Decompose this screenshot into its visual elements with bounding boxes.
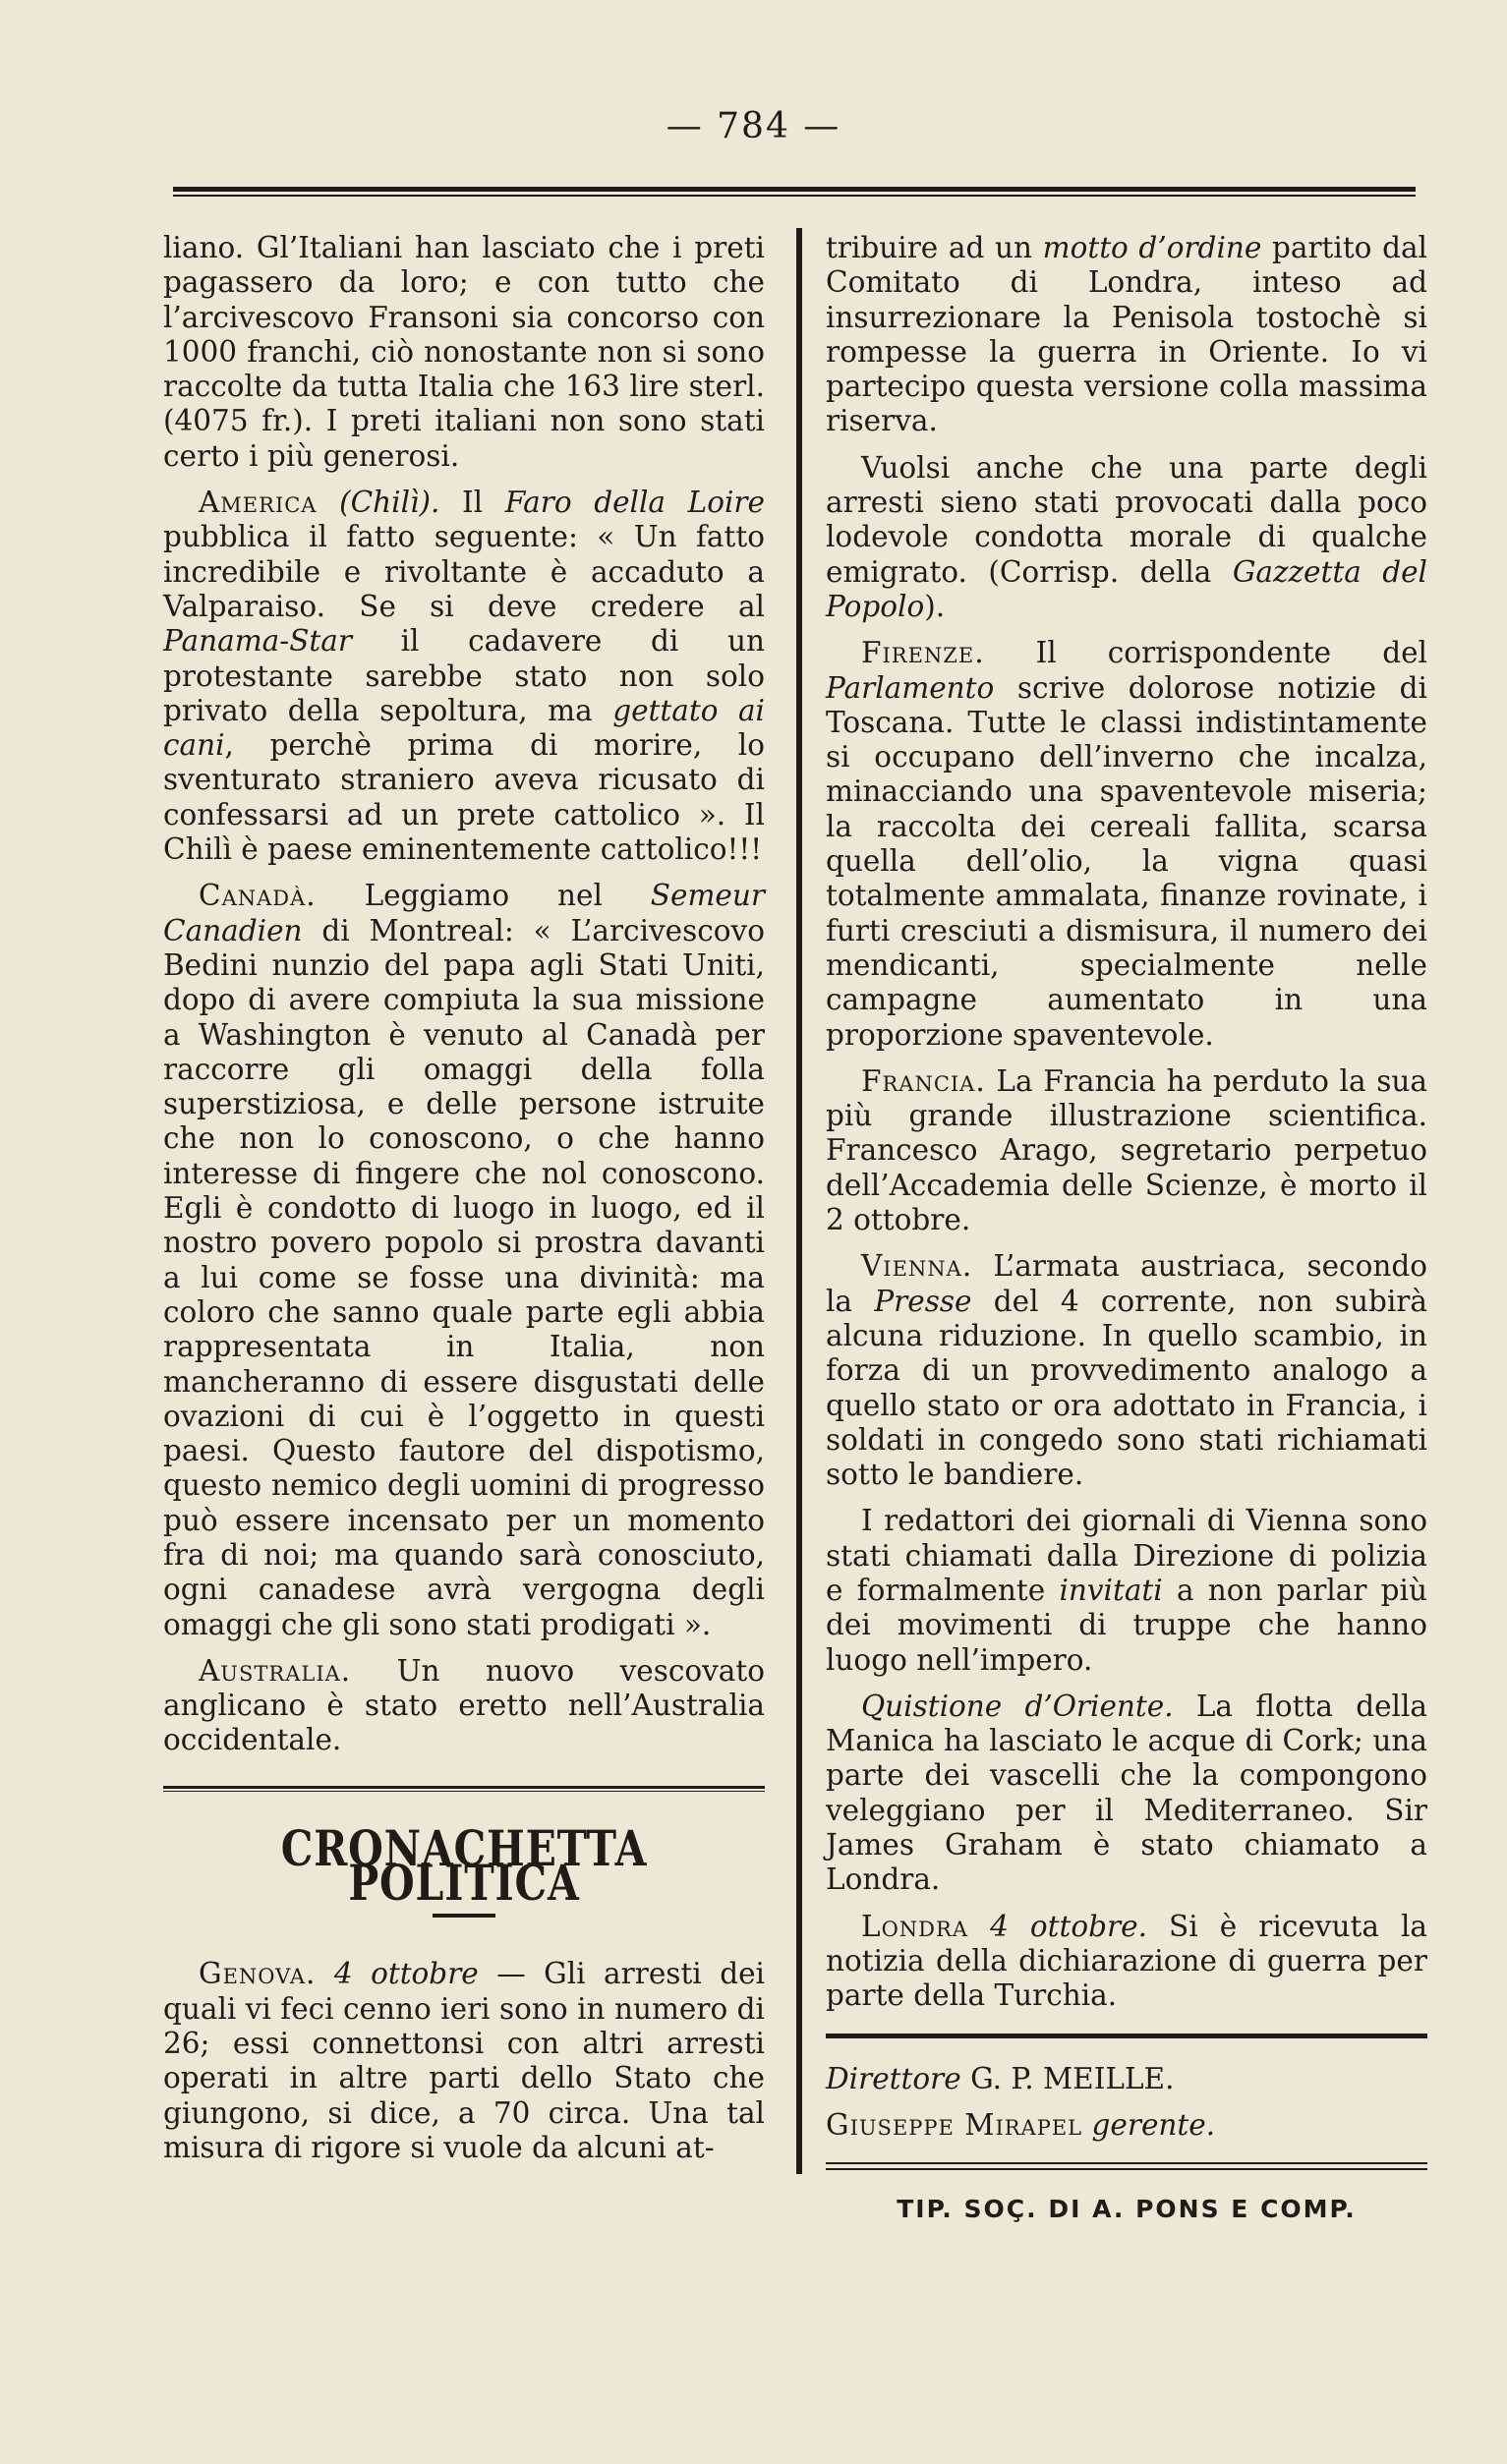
article-text: — Gli arresti dei quali vi feci cenno ieri sono in numero di 26; essi connettonsi con altri arresti operati in altre parti dello Stato che giungono, si dice, a 70 circa. Una tal misura di rigore si vuole da alcuni at- bbox=[163, 1957, 765, 2164]
article-text: pubblica il fatto seguente: « Un fatto incredibile e rivoltante è accaduto a Valparaiso. Se si deve credere al bbox=[163, 520, 765, 623]
manager-line bbox=[826, 2108, 1427, 2143]
emphasis-text: motto d’ordine bbox=[1042, 231, 1262, 264]
article-text: ). bbox=[924, 589, 946, 623]
article-text: tribuire ad un bbox=[826, 231, 1032, 264]
manager-label: gerente. bbox=[1091, 2107, 1216, 2142]
article-londra bbox=[826, 1910, 1427, 2014]
article-text: partito dal Comitato di Londra, inteso ad insurrezionare la Penisola tostochè si rompesse la guerra in Oriente. Io vi partecipo questa versione colla massima riserva. bbox=[826, 231, 1427, 438]
article-text: La Francia ha perduto la sua più grande illustrazione scientifica. Francesco Arago, segretario perpetuo dell’Accademia delle Scienze, è morto il 2 ottobre. bbox=[826, 1063, 1427, 1237]
article-francia bbox=[826, 1064, 1427, 1237]
newspaper-name: Presse bbox=[874, 1284, 972, 1318]
article-text: La flotta della Manica ha lasciato le acque di Cork; una parte dei vascelli che la compongono veleggiano per il Mediterraneo. Sir James Graham è stato chiamato a Londra. bbox=[826, 1689, 1427, 1897]
article-firenze bbox=[826, 636, 1427, 1053]
article-heading: Vienna. bbox=[861, 1249, 973, 1284]
article-canada bbox=[163, 879, 765, 1642]
newspaper-name: Gazzetta del Popolo bbox=[826, 554, 1427, 623]
column-divider bbox=[796, 228, 802, 2174]
emphasis-text: gettato ai cani bbox=[163, 693, 765, 763]
article-heading: Canadà. bbox=[199, 879, 317, 913]
page-number: — 784 — bbox=[666, 106, 841, 146]
director-name: G. P. MEILLE. bbox=[970, 2061, 1175, 2095]
printer-rule bbox=[826, 2162, 1427, 2170]
article-text: Vuolsi anche che una parte degli arresti sieno stati provocati dalla poco lodevole condotta morale di qualche emigrato. (Corrisp. della bbox=[826, 450, 1427, 589]
article-quistione bbox=[826, 1690, 1427, 1898]
newspaper-name: Panama-Star bbox=[163, 624, 352, 659]
director-label: Direttore bbox=[826, 2061, 961, 2095]
article-heading: Genova. bbox=[199, 1957, 317, 1991]
newspaper-name: Faro della Loire bbox=[504, 486, 765, 520]
title-underline bbox=[433, 1914, 495, 1918]
article-text: Si è ricevuta la notizia della dichiarazione di guerra per parte della Turchia. bbox=[826, 1909, 1427, 2013]
article-australia bbox=[163, 1654, 765, 1758]
article-heading: Francia. bbox=[861, 1063, 986, 1098]
article-text: , perchè prima di morire, lo sventurato straniero aveva ricusato di confessarsi ad un prete cattolico ». Il Chilì è paese eminentemente cattolico!!! bbox=[163, 728, 765, 867]
article-continuation: liano. Gl’Italiani han lasciato che i preti pagassero da loro; e con tutto che l’arcivescovo Fransoni sia concorso con 1000 franchi, ciò nonostante non si sono raccolte da tutta Italia che 163 lire sterl. (4075 fr.). I preti italiani non sono stati certo i più generosi. bbox=[163, 231, 765, 473]
article-subheading: (Chilì). bbox=[339, 486, 440, 520]
article-heading: Londra bbox=[861, 1909, 968, 1943]
article-text: il cadavere di un protestante sarebbe stato non solo privato della sepoltura, ma bbox=[163, 624, 765, 727]
printer-imprint: TIP. SOÇ. DI A. PONS E COMP. bbox=[897, 2195, 1357, 2224]
newspaper-name: Parlamento bbox=[826, 670, 995, 705]
section-title: CRONACHETTA POLITICA bbox=[280, 1818, 648, 1913]
article-paragraph bbox=[826, 451, 1427, 624]
emphasis-text: invitati bbox=[1059, 1573, 1163, 1607]
right-column bbox=[826, 231, 1427, 2226]
article-text: L’armata austriaca, secondo la bbox=[826, 1249, 1427, 1318]
section-rule bbox=[163, 1786, 765, 1792]
manager-name: Giuseppe Mirapel bbox=[826, 2107, 1083, 2142]
article-text: I redattori dei giornali di Vienna sono stati chiamati dalla Direzione di polizia e formalmente bbox=[826, 1504, 1427, 1607]
article-text: Un nuovo vescovato anglicano è stato eretto nell’Australia occidentale. bbox=[163, 1653, 765, 1757]
article-heading: Firenze. bbox=[861, 636, 985, 670]
newspaper-name: Semeur Canadien bbox=[163, 879, 765, 947]
article-heading: Australia. bbox=[199, 1653, 352, 1688]
left-column bbox=[163, 231, 765, 2177]
article-text: Il bbox=[461, 486, 484, 520]
header-rule bbox=[173, 187, 1416, 197]
article-heading: Quistione d’Oriente. bbox=[861, 1689, 1174, 1723]
article-date: 4 ottobre bbox=[333, 1957, 479, 1991]
article-text: del 4 corrente, non subirà alcuna riduzione. In quello scambio, in forza di un provvedimento analogo a quello stato or ora adottato in Francia, i soldati in congedo sono stati richiamati sotto le bandiere. bbox=[826, 1284, 1427, 1492]
article-text: scrive dolorose notizie di Toscana. Tutte le classi indistintamente si occupano dell’inverno che incalza, minacciando una spaventevole miseria; la raccolta dei cereali fallita, scarsa quella dell’olio, la vigna quasi totalmente ammalata, finanze rovinate, i furti cresciuti a dismisura, il numero dei mendicanti, specialmente nelle campagne aumentato in una proporzione spaventevole. bbox=[826, 670, 1427, 1052]
article-continuation bbox=[826, 231, 1427, 439]
article-text: Il corrispondente del bbox=[1035, 636, 1427, 670]
article-america bbox=[163, 486, 765, 867]
article-vienna bbox=[826, 1249, 1427, 1492]
article-text: a non parlar più dei movimenti di truppe che hanno luogo nell’impero. bbox=[826, 1573, 1427, 1677]
article-heading: America bbox=[199, 486, 318, 520]
article-text: di Montreal: « L’arcivescovo Bedini nunzio del papa agli Stati Uniti, dopo di avere compiuta la sua missione a Washington è venuto al Canadà per raccorre gli omaggi della folla superstiziosa, e delle persone istruite che non lo conoscono, o che hanno interesse di fingere che nol conoscono. Egli è condotto di luogo in luogo, ed il nostro povero popolo si prostra davanti a lui come se fosse una divinità: ma coloro che sanno quale parte egli abbia rappresentata in Italia, non mancheranno di essere disgustati delle ovazioni di cui è l’oggetto in questi paesi. Questo fautore del dispotismo, questo nemico degli uomini di progresso può essere incensato per un momento fra di noi; ma quando sarà conosciuto, ogni canadese avrà vergogna degli omaggi che gli sono stati prodigati ». bbox=[163, 913, 765, 1641]
closing-rule bbox=[826, 2034, 1427, 2038]
article-date: 4 ottobre. bbox=[990, 1909, 1147, 1943]
director-line bbox=[826, 2062, 1427, 2096]
article-text: Leggiamo nel bbox=[364, 879, 603, 913]
article-redattori bbox=[826, 1504, 1427, 1677]
article-genova bbox=[163, 1957, 765, 2165]
